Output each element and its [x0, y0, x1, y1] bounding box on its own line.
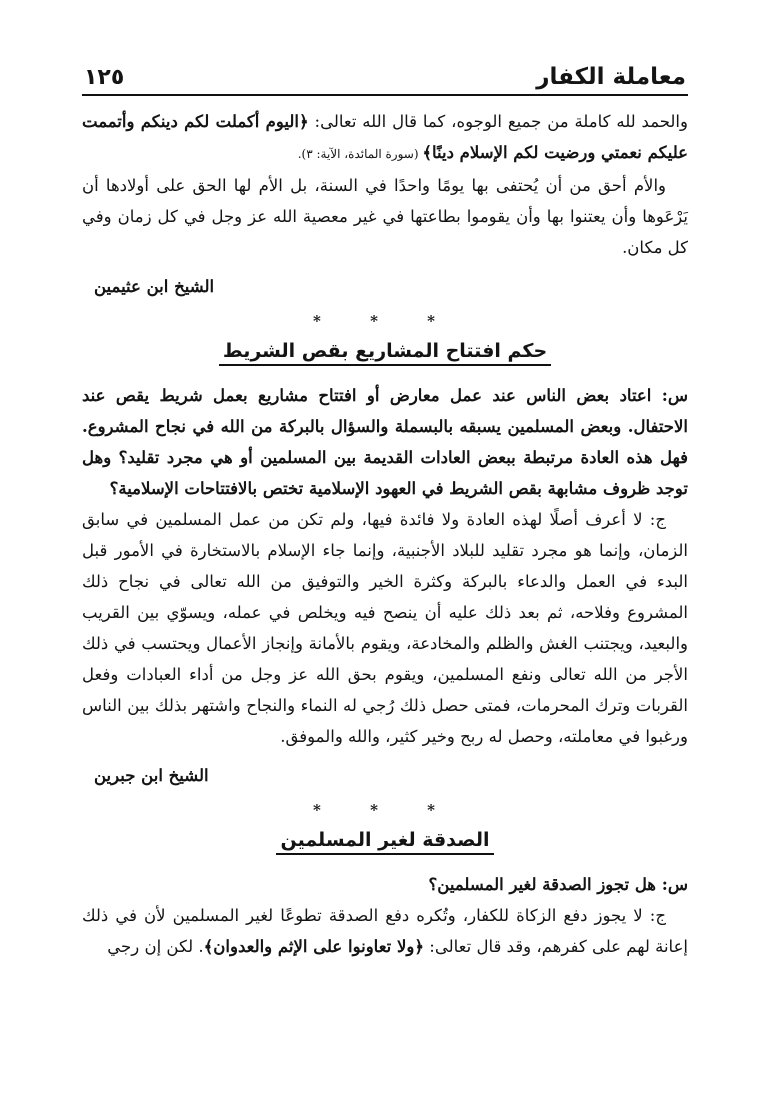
section-title-text: حكم افتتاح المشاريع بقص الشريط	[219, 340, 551, 366]
section-title	[82, 825, 688, 855]
question: س: هل تجوز الصدقة لغير المسلمين؟	[428, 875, 688, 894]
signature-ibn-jibreen: الشيخ ابن جبرين	[94, 766, 209, 785]
answer-tail: . لكن إن رجي	[107, 937, 204, 956]
answer-text: ج: لا يجوز دفع الزكاة للكفار، وتُكره دفع الصدقة تطوعًا لغير المسلمين لأن في ذلك إعانة لهم على كفرهم، وقد قال تعالى:	[82, 906, 688, 956]
section-charity-non-muslims	[82, 825, 688, 962]
section-separator: * * *	[313, 312, 457, 330]
header-rule	[82, 94, 688, 96]
paragraph-text: والحمد لله كاملة من جميع الوجوه، كما قال الله تعالى:	[308, 112, 688, 131]
section-ribbon-cutting	[82, 336, 688, 791]
section-mother-day	[82, 106, 688, 302]
paragraph-mother: والأم أحق من أن يُحتفى بها يومًا واحدًا في السنة، بل الأم لها الحق على أولادها أن يَرْعَوها وأن يعتنوا بها وأن يقوموا بطاعتها في غير معصية الله عز وجل في كل زمان وفي كل مكان.	[82, 176, 688, 257]
paragraph-praise	[82, 106, 688, 170]
quran-quote: ﴿اليوم أكملت لكم دينكم وأتممت عليكم نعمتي ورضيت لكم الإسلام دينًا﴾	[82, 112, 688, 162]
section-title-text: الصدقة لغير المسلمين	[276, 829, 493, 855]
signature-ibn-uthaymeen: الشيخ ابن عثيمين	[94, 277, 215, 296]
section-title	[82, 336, 688, 366]
page-header	[82, 58, 688, 94]
quran-quote: ﴿ولا تعاونوا على الإثم والعدوان﴾	[203, 937, 425, 956]
answer	[82, 900, 688, 962]
question: س: اعتاد بعض الناس عند عمل معارض أو افتتاح مشاريع بعمل شريط يقص عند الاحتفال. وبعض المسلمين يسبقه بالبسملة والسؤال بالبركة من الله في نجاح المشروع. فهل هذه العادة مرتبطة ببعض العادات القديمة بين المسلمين أو هي مجرد تقليد؟ وهل توجد ظروف مشابهة بقص الشريط في العهود الإسلامية تختص بالافتتاحات الإسلامية؟	[82, 386, 688, 498]
verse-reference: (سورة المائدة، الآية: ٣).	[297, 147, 423, 161]
section-separator: * * *	[313, 801, 457, 819]
running-title: معاملة الكفار	[536, 64, 686, 90]
page-number: ١٢٥	[84, 65, 125, 90]
answer: ج: لا أعرف أصلًا لهذه العادة ولا فائدة فيها، ولم تكن من عمل المسلمين في سابق الزمان، وإنما هو مجرد تقليد للبلاد الأجنبية، وإنما جاء الإسلام بالاستخارة في الأمور قبل البدء في العمل والدعاء بالبركة وكثرة الخير والتوفيق من الله تعالى في نجاح ذلك المشروع وفلاحه، ثم بعد ذلك عليه أن ينصح فيه ويخلص في عمله، ويسوّي بين القريب والبعيد، ويجتنب الغش والظلم والمخادعة، ويقوم بالأمانة وإنجاز الأعمال ويحتسب في ذلك الأجر من الله تعالى ونفع المسلمين، ويقوم بحق الله عز وجل من أداء العبادات وفعل القربات وترك المحرمات، فمتى حصل ذلك رُجي له النماء والنجاح واشتهر بذلك بين الناس ورغبوا في معاملته، وحصل له ربح وخير كثير، والله والموفق.	[82, 510, 688, 746]
